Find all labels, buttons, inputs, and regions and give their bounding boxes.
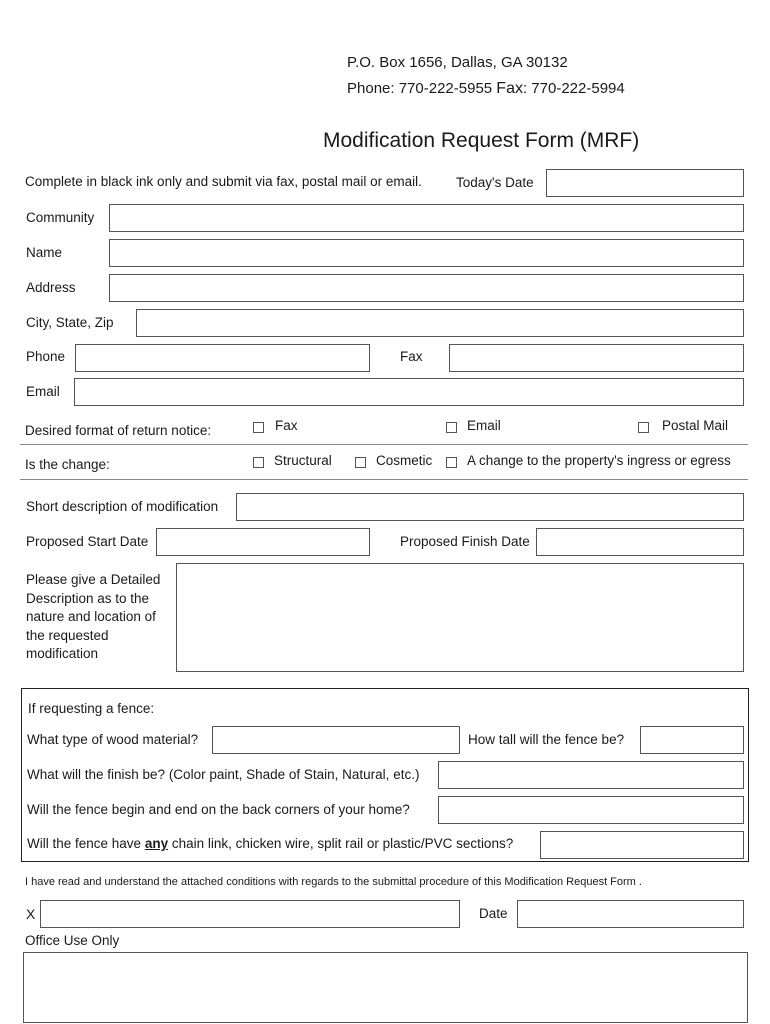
signature-date-label: Date bbox=[479, 906, 508, 921]
divider bbox=[20, 479, 748, 480]
return-email-checkbox[interactable] bbox=[446, 422, 457, 433]
todays-date-field[interactable] bbox=[546, 169, 744, 197]
detailed-description-line: nature and location of bbox=[26, 609, 156, 624]
return-postal-label: Postal Mail bbox=[662, 418, 729, 433]
fence-materials-prefix: Will the fence have bbox=[27, 836, 145, 851]
fence-corners-label: Will the fence begin and end on the back corners of your home? bbox=[27, 802, 410, 817]
ingress-egress-label: A change to the property's ingress or egress bbox=[467, 453, 731, 468]
todays-date-label: Today's Date bbox=[456, 175, 534, 190]
short-description-label: Short description of modification bbox=[26, 499, 219, 514]
structural-checkbox[interactable] bbox=[253, 457, 264, 468]
fax-word: Fax bbox=[496, 80, 523, 97]
address-field[interactable] bbox=[109, 274, 744, 302]
fax-label: Fax bbox=[400, 349, 423, 364]
short-description-field[interactable] bbox=[236, 493, 744, 521]
form-title: Modification Request Form (MRF) bbox=[323, 129, 640, 152]
office-use-box bbox=[23, 952, 748, 1023]
community-field[interactable] bbox=[109, 204, 744, 232]
acknowledgement-text: I have read and understand the attached conditions with regards to the submittal procedure of this Modification Request Form . bbox=[25, 876, 642, 888]
email-field[interactable] bbox=[74, 378, 744, 406]
finish-date-field[interactable] bbox=[536, 528, 744, 556]
start-date-field[interactable] bbox=[156, 528, 370, 556]
signature-field[interactable] bbox=[40, 900, 460, 928]
cosmetic-label: Cosmetic bbox=[376, 453, 433, 468]
wood-material-field[interactable] bbox=[212, 726, 460, 754]
start-date-label: Proposed Start Date bbox=[26, 534, 149, 549]
instructions-text: Complete in black ink only and submit via fax, postal mail or email. bbox=[25, 174, 422, 189]
name-label: Name bbox=[26, 245, 63, 260]
fence-finish-label: What will the finish be? (Color paint, Shade of Stain, Natural, etc.) bbox=[27, 767, 420, 782]
fax-field[interactable] bbox=[449, 344, 744, 372]
return-notice-label: Desired format of return notice: bbox=[25, 423, 212, 438]
structural-label: Structural bbox=[274, 453, 332, 468]
fence-materials-field[interactable] bbox=[540, 831, 744, 859]
signature-date-field[interactable] bbox=[517, 900, 744, 928]
community-label: Community bbox=[26, 210, 95, 225]
fence-corners-field[interactable] bbox=[438, 796, 744, 824]
return-fax-label: Fax bbox=[275, 418, 298, 433]
office-use-label: Office Use Only bbox=[25, 933, 120, 948]
return-email-label: Email bbox=[467, 418, 501, 433]
fence-heading: If requesting a fence: bbox=[28, 701, 155, 716]
fence-height-label: How tall will the fence be? bbox=[468, 732, 625, 747]
return-fax-checkbox[interactable] bbox=[253, 422, 264, 433]
detailed-description-label bbox=[26, 571, 160, 664]
detailed-description-line: Please give a Detailed bbox=[26, 572, 161, 587]
city-state-zip-label: City, State, Zip bbox=[26, 315, 114, 330]
fence-materials-emphasis: any bbox=[144, 836, 169, 851]
change-label: Is the change: bbox=[25, 457, 110, 472]
ingress-egress-checkbox[interactable] bbox=[446, 457, 457, 468]
phone-label: Phone bbox=[26, 349, 66, 364]
detailed-description-line: the requested bbox=[26, 627, 109, 643]
phone-field[interactable] bbox=[75, 344, 370, 372]
phone-number-text: Phone: 770-222-5955 bbox=[347, 80, 497, 97]
detailed-description-field[interactable] bbox=[176, 563, 744, 672]
email-label: Email bbox=[26, 384, 60, 399]
fence-height-field[interactable] bbox=[640, 726, 744, 754]
finish-date-label: Proposed Finish Date bbox=[400, 534, 530, 549]
detailed-description-line: modification bbox=[26, 646, 99, 661]
fence-finish-field[interactable] bbox=[438, 761, 744, 789]
divider bbox=[20, 444, 748, 445]
cosmetic-checkbox[interactable] bbox=[355, 457, 366, 468]
address-label: Address bbox=[26, 280, 76, 295]
name-field[interactable] bbox=[109, 239, 744, 267]
fence-materials-suffix: chain link, chicken wire, split rail or plastic/PVC sections? bbox=[168, 836, 514, 851]
detailed-description-line: Description as to the bbox=[26, 590, 150, 606]
wood-material-label: What type of wood material? bbox=[27, 732, 199, 747]
address-line: P.O. Box 1656, Dallas, GA 30132 bbox=[347, 54, 568, 71]
contact-line bbox=[347, 81, 625, 97]
city-state-zip-field[interactable] bbox=[136, 309, 744, 337]
signature-x-mark: X bbox=[26, 906, 36, 922]
fax-number-text: : 770-222-5994 bbox=[522, 80, 625, 97]
return-postal-checkbox[interactable] bbox=[638, 422, 649, 433]
fence-materials-label bbox=[27, 836, 513, 852]
